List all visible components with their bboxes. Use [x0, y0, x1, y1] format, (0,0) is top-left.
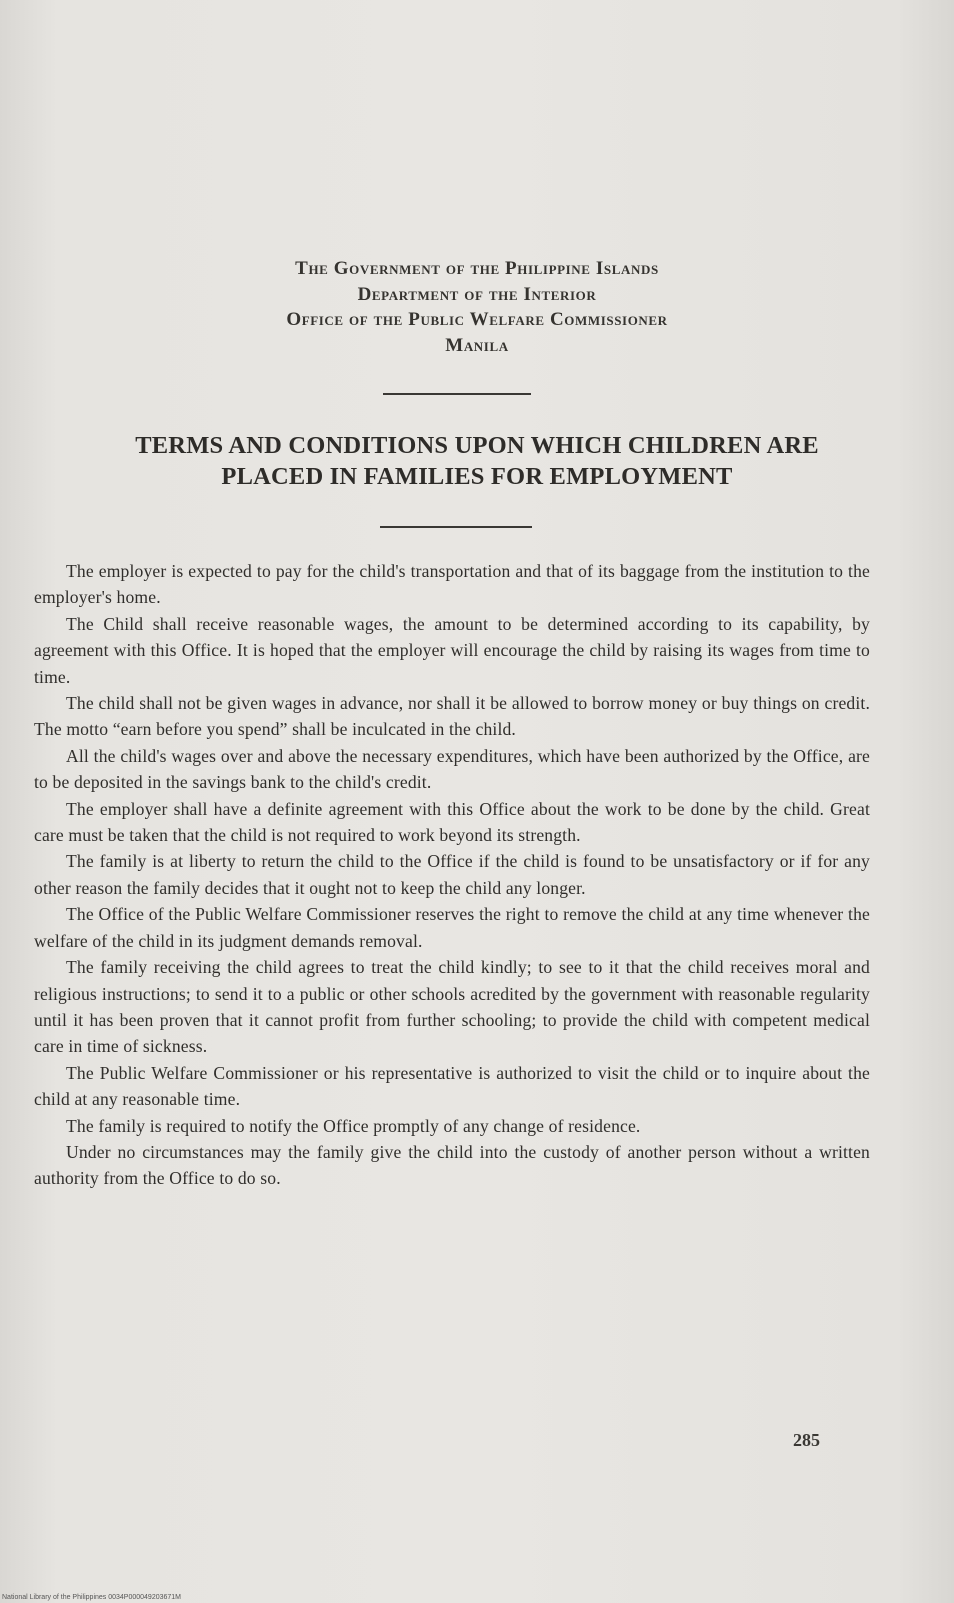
letterhead-city: Manila — [445, 334, 509, 356]
paragraph-advance: The child shall not be given wages in advance, nor shall it be allowed to borrow money or buy things on credit. The motto “earn before you spend” shall be inculcated in the child. — [34, 693, 870, 740]
paragraph-return: The family is at liberty to return the child to the Office if the child is found to be unsatisfactory or if for any other reason the family decides that it ought not to keep the child any longer. — [34, 851, 870, 898]
paragraph-custody: Under no circumstances may the family give the child into the custody of another person without a written authority from the Office to do so. — [34, 1141, 870, 1189]
archive-footer: National Library of the Philippines 0034P000049203671M — [2, 1594, 182, 1601]
letterhead-government: The Government of the Philippine Islands — [295, 258, 659, 279]
paragraph-agreement: The employer shall have a definite agreement with this Office about the work to be done by the child. Great care must be taken that the child is not required to work beyond its strength. — [34, 798, 870, 846]
paragraph-transportation: The employer is expected to pay for the child's transportation and that of its baggage from the institution to the employer's home. — [34, 561, 870, 608]
paragraph-removal: The Office of the Public Welfare Commissioner reserves the right to remove the child at any time whenever the welfare of the child in its judgment demands removal. — [34, 904, 870, 951]
document-title — [30, 430, 924, 492]
page-number: 285 — [793, 1430, 820, 1450]
paragraph-residence: The family is required to notify the Office promptly of any change of residence. — [66, 1115, 641, 1136]
paragraph-wages: The Child shall receive reasonable wages, the amount to be determined according to its capability, by agreement with this Office. It is hoped that the employer will encourage the child by raising its wages from time to time. — [34, 613, 870, 687]
bottom-divider — [380, 526, 532, 528]
title-line-1: TERMS AND CONDITIONS UPON WHICH CHILDREN ARE — [135, 432, 819, 459]
title-line-2: PLACED IN FAMILIES FOR EMPLOYMENT — [221, 463, 733, 490]
paragraph-treatment: The family receiving the child agrees to treat the child kindly; to see to it that the child receives moral and religious instructions; to send it to a public or other schools acredited by the government with reasonable regularity until it has been proven that it cannot profit from further schooling; to provide the child with competent medical care in time of sickness. — [34, 957, 870, 1057]
paragraph-visits: The Public Welfare Commissioner or his representative is authorized to visit the child or to inquire about the child at any reasonable time. — [34, 1062, 870, 1110]
paragraph-savings: All the child's wages over and above the necessary expenditures, which have been authorized by the Office, are to be deposited in the savings bank to the child's credit. — [34, 745, 870, 793]
letterhead-department: Department of the Interior — [357, 283, 597, 305]
letterhead — [0, 256, 954, 358]
letterhead-office: Office of the Public Welfare Commissioner — [286, 309, 668, 330]
terms-body — [34, 558, 870, 1192]
top-divider — [383, 393, 531, 395]
